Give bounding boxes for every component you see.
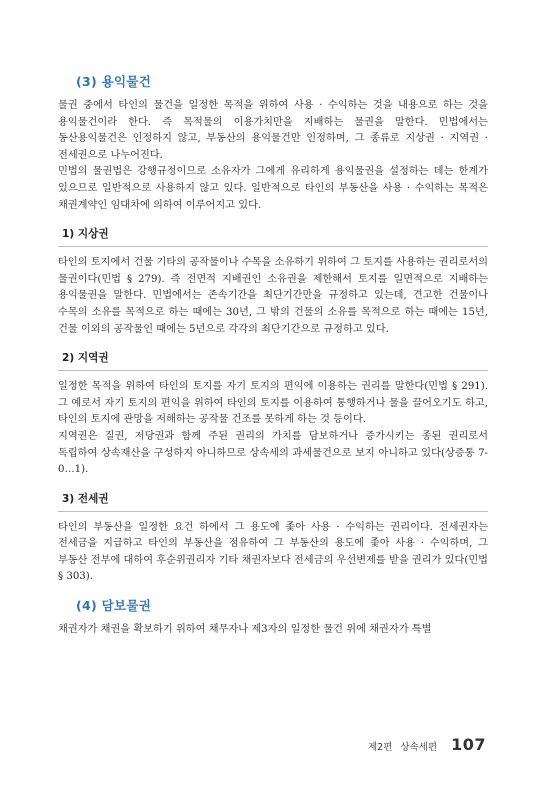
page-footer	[368, 735, 486, 754]
page-content	[58, 72, 488, 639]
subsection-heading-superficies: 1) 지상권	[58, 226, 488, 247]
body-paragraph: 물권 중에서 타인의 물건을 일정한 목적을 위하여 사용 · 수익하는 것을 내용으로 하는 것을 용익물건이라 한다. 즉 목적물의 이용가치만을 지배하는 물권을 말한다. 민법에서는 동산용익물건은 인정하지 않고, 부동산의 용익물건만 인정하며, 그 종류로 지상권 · 지역권 · 전세권으로 나누어진다.	[58, 100, 488, 161]
page-number: 107	[451, 735, 486, 754]
subsection-heading-servitude: 2) 지역권	[58, 350, 488, 371]
body-paragraph: 타인의 부동산을 일정한 요건 하에서 그 용도에 좇아 사용 · 수익하는 권리이다. 전세권자는 전세금을 지급하고 타인의 부동산을 점유하여 그 부동산의 용도에 좇아 사용 · 수익하며, 그 부동산 전부에 대하여 후순위권리자 기타 채권자보다 전세금의 우선변제를 받을 권리가 있다(민법 § 303).	[58, 521, 488, 583]
body-paragraph: 채권자가 채권을 확보하기 위하여 채무자나 제3자의 일정한 물건 위에 채권자가 특별	[58, 624, 432, 636]
body-paragraph: 타인의 토지에서 건물 기타의 공작물이나 수목을 소유하기 위하여 그 토지를 사용하는 권리로서의 물권이다(민법 § 279). 즉 전면적 지배권인 소유권을 제한해서 토지를 일면적으로 지배하는 용익물권을 말한다. 민법에서는 존속기간을 최단기간만을 규정하고 있는데, 견고한 건물이나 수목의 소유를 목적으로 하는 때에는 30년, 그 밖의 건물의 소유를 목적으로 하는 때에는 15년, 건물 이외의 공작물인 때에는 5년으로 각각의 최단기간으로 규정하고 있다.	[58, 257, 488, 335]
section-heading-security-rights: (4) 담보물권	[76, 598, 152, 614]
footer-chapter: 상속세편	[400, 742, 438, 753]
body-paragraph: 지역권은 질권, 저당권과 함께 주된 권리의 가치를 담보하거나 증가시키는 종된 권리로서 독립하여 상속재산을 구성하지 아니하므로 상속세의 과세물건으로 보지 아니하고 있다(상증통 7-0…1).	[58, 430, 488, 476]
body-paragraph: 민법의 물권법은 강행규정이므로 소유자가 그에게 유리하게 용익물권을 설정하는 데는 한계가 있으므로 일반적으로 사용하지 않고 있다. 일반적으로 타인의 부동산을 사용 · 수익하는 목적은 채권계약인 임대차에 의하여 이루어지고 있다.	[58, 166, 488, 211]
body-paragraph: 일정한 목적을 위하여 타인의 토지를 자기 토지의 편익에 이용하는 권리를 말한다(민법 § 291). 그 예로서 자기 토지의 편익을 위하여 타인의 토지를 이용하여 통행하거나 물을 끌어오기도 하고, 타인의 토지에 관망을 저해하는 공작물 건조를 못하게 하는 것 등이다.	[58, 381, 488, 426]
section-heading-usufruct: (3) 용익물건	[76, 74, 152, 89]
subsection-heading-jeonse: 3) 전세권	[58, 491, 488, 512]
footer-part: 제2편	[367, 742, 393, 753]
